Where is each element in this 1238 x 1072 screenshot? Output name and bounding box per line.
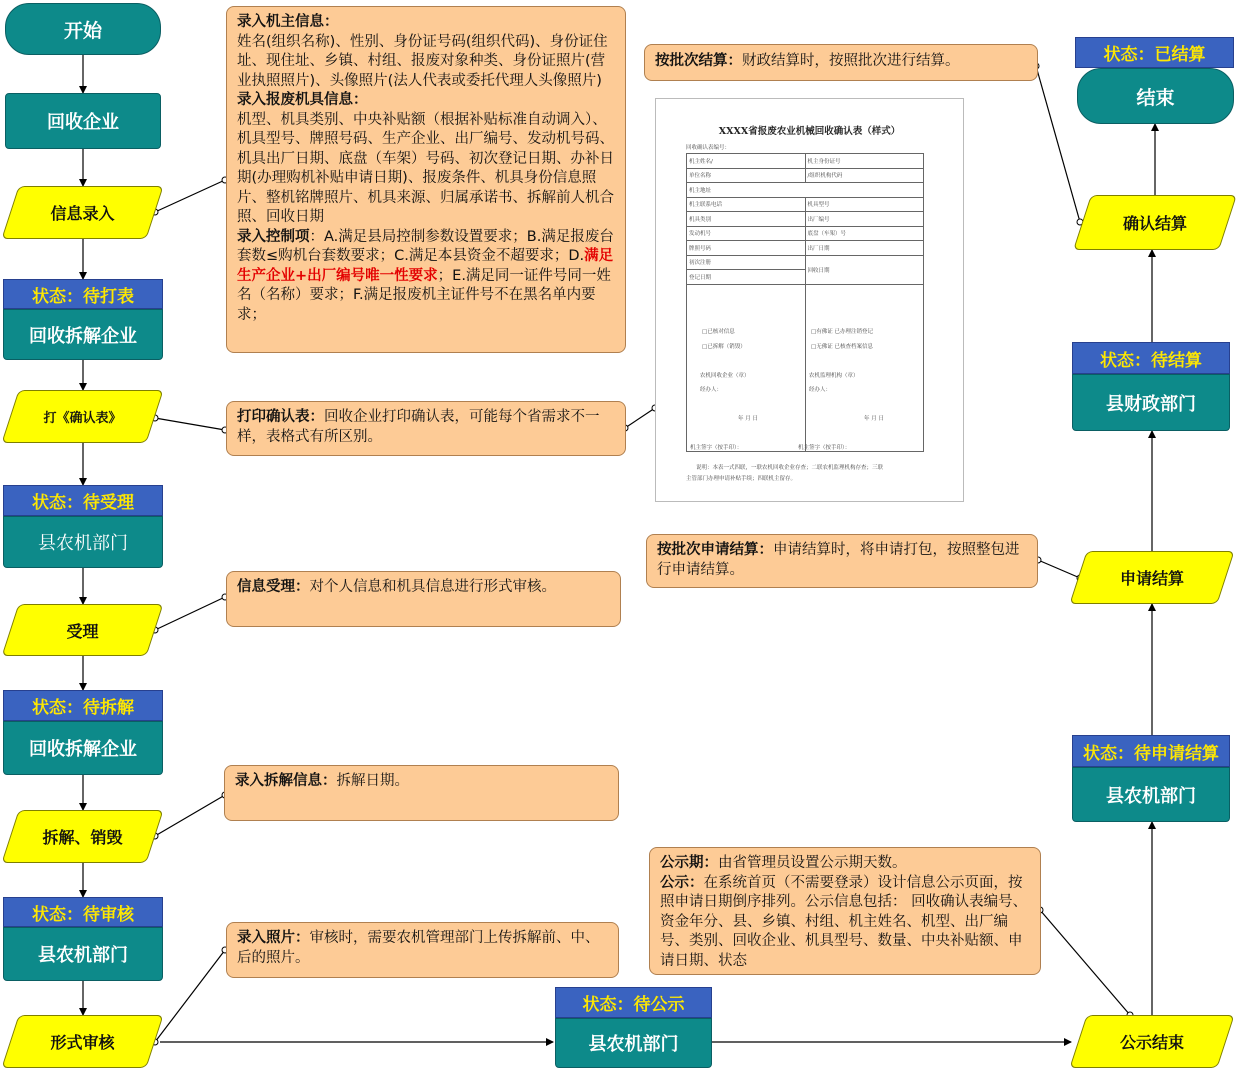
batch-apply-note: 按批次申请结算：申请结算时，将申请打包，按照整包进行申请结算。 [646,534,1038,588]
end-node: 结束 [1077,68,1234,124]
status-badge: 状态：待结算 [1072,342,1230,374]
batch-settle-note: 按批次结算：财政结算时，按照批次进行结算。 [644,44,1038,81]
recycle-dismantle-node: 回收拆解企业 [3,309,163,360]
form-table: 机主姓名/ 机主身份证号 单位名称 /组织机构代码 机主地址 机主联系电话 机具型号 机具类别 出厂编号 发动机号 底盘（车架）号 牌照号码 出厂日期 初次注册 回收日期 登记日期 [686,153,924,452]
form-number-label: 回收确认表编号： [686,145,731,151]
status-badge: 状态：待打表 [3,279,163,309]
status-badge: 状态：待申请结算 [1072,735,1230,767]
status-badge: 状态：待公示 [555,987,712,1018]
status-badge: 状态：待审核 [3,897,163,927]
owner-info-note: 录入机主信息： 姓名(组织名称)、性别、身份证号码(组织代码)、身份证住址、现住址、乡镇、村组、报废对象种类、身份证照片(营业执照照片)、头像照片(法人代表或委托代理人头像照片) 录入报废机具信息： 机型、机具类别、中央补贴额（根据补贴标准自动调入）、机具型号、牌照号码、生产企业、出厂编号、发动机号码、机具出厂日期、底盘（车架）号码、初次登记日期、办补日期(办理购机补贴申请日期)、报废条件、机具身份信息照片、整机铭牌照片、机具来源、归属承诺书、拆解前人机合照、回收日期 录入控制项：A.满足县局控制参数设置要求；B.满足报废台套数≤购机台套数要求；C.满足本县资金不超要求；D.满足生产企业+出厂编号唯一性要求；E.满足同一证件号同一姓名（名称）要求；F.满足报废机主证件号不在黑名单内要求； [226,6,626,353]
county-agri-node: 县农机部门 [1072,767,1230,822]
confirm-settle-node: 确认结算 [1082,195,1228,250]
accept-note: 信息受理：对个人信息和机具信息进行形式审核。 [226,571,621,627]
photo-note: 录入照片：审核时，需要农机管理部门上传拆解前、中、后的照片。 [226,922,619,978]
info-entry-node: 信息录入 [10,186,155,239]
start-node: 开始 [5,3,161,55]
publish-note: 公示期：由省管理员设置公示期天数。 公示：在系统首页（不需要登录）设计信息公示页面，按照申请日期倒序排列。公示信息包括： 回收确认表编号、资金年分、县、乡镇、村组、机主姓名、机型、出厂编号、类别、回收企业、机具型号、数量、中央补贴额、申请日期、状态 [649,847,1041,975]
county-finance-node: 县财政部门 [1072,374,1230,431]
publish-end-node: 公示结束 [1078,1015,1226,1068]
print-note: 打印确认表：回收企业打印确认表，可能每个省需求不一样，表格式有所区别。 [226,401,626,456]
dismantle-node: 拆解、销毁 [10,810,155,863]
recycle-company-node: 回收企业 [5,93,161,149]
county-agri-node: 县农机部门 [3,927,163,981]
confirmation-form-image: XXXX省报废农业机械回收确认表（样式） 回收确认表编号： 机主姓名/ 机主身份证号 单位名称 /组织机构代码 机主地址 机主联系电话 机具型号 机具类别 出厂编号 发动机号 底盘（车架）号 牌照号码 出厂日期 初次注册 回收日期 登记日期 □已核对信息 □已拆解（销毁） □有佛证 已办理注销登记 □无佛证 已核查档案信息 农机回收企业（章） 农机监理机构（章） 经办人： 经办人： 年 月 日 年 月 日 机主签字（按手印）： 机主签字（按手印）： 说明：本表一式四联，一联农机回收企业存查；二联农机监理机构存查；三联 主管部门办理申请补贴手续；四联机主留存。 [655,98,964,502]
county-agri-node: 县农机部门 [555,1018,712,1068]
status-badge: 状态：已结算 [1075,37,1234,68]
accept-node: 受理 [10,604,155,656]
status-badge: 状态：待受理 [3,485,163,516]
print-confirm-node: 打《确认表》 [10,390,155,443]
county-agri-node: 县农机部门 [3,516,163,568]
status-badge: 状态：待拆解 [3,690,163,721]
formal-review-node: 形式审核 [10,1015,155,1068]
form-title: XXXX省报废农业机械回收确认表（样式） [718,126,901,137]
recycle-dismantle-node: 回收拆解企业 [3,721,163,775]
apply-settle-node: 申请结算 [1078,551,1226,604]
dismantle-note: 录入拆解信息：拆解日期。 [224,765,619,821]
